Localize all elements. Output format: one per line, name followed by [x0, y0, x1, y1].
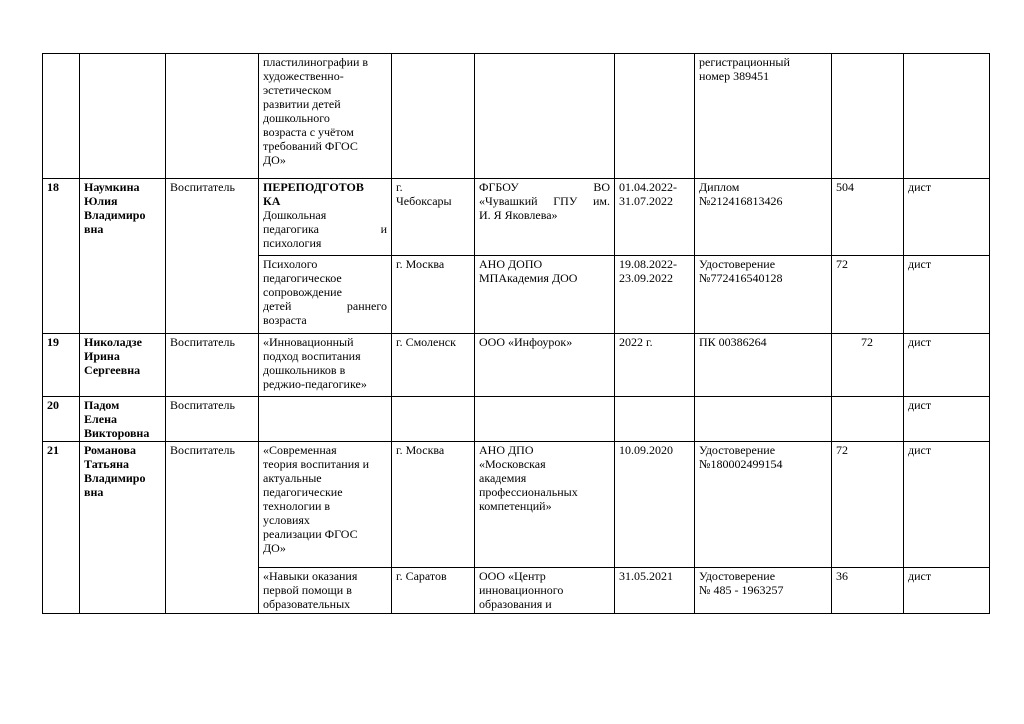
document-line: №212416813426 [699, 194, 783, 208]
course-line: образовательных [263, 597, 351, 611]
name-line: Владимиро [84, 208, 146, 222]
name-cell [80, 54, 166, 179]
organization-line: И. Я Яковлева» [479, 208, 558, 222]
organization-line: АНО ДПО [479, 443, 534, 457]
course-cell [259, 54, 392, 179]
document-cell [695, 397, 832, 442]
course-line: дошкольников в [263, 363, 346, 377]
course-line: педагогика и [263, 222, 387, 236]
course-line: Психолого [263, 257, 318, 271]
course-line: сопровождение [263, 285, 342, 299]
document-cell [695, 442, 832, 568]
course-cell [259, 442, 392, 568]
city-cell: г. Саратов [392, 568, 475, 614]
course-line: «Инновационный [263, 335, 354, 349]
document-page [42, 53, 990, 614]
name-cell [80, 179, 166, 334]
document-cell: ПК 00386264 [695, 334, 832, 397]
table-row [43, 334, 990, 397]
name-line: Сергеевна [84, 363, 141, 377]
course-line: реджио-педагогике» [263, 377, 367, 391]
form-cell: дист [904, 442, 990, 568]
course-line: условиях [263, 513, 310, 527]
city-cell: г. Москва [392, 442, 475, 568]
hours-cell: 72 [832, 442, 904, 568]
city-line: Чебоксары [396, 194, 452, 208]
organization-cell [475, 397, 615, 442]
course-line: пластилинографии в [263, 55, 369, 69]
hours-cell: 72 [832, 256, 904, 334]
table-row [43, 397, 990, 442]
table-row [43, 54, 990, 179]
position-cell [166, 54, 259, 179]
organization-cell [475, 256, 615, 334]
organization-cell [475, 568, 615, 614]
form-cell: дист [904, 179, 990, 256]
organization-cell [475, 179, 615, 256]
name-line: Падом [84, 398, 120, 412]
document-cell [695, 179, 832, 256]
organization-line: академия [479, 471, 527, 485]
course-line: возраста [263, 313, 307, 327]
dates-line: 31.07.2022 [619, 194, 673, 208]
course-cell [259, 568, 392, 614]
document-line: Диплом [699, 180, 740, 194]
number-cell: 19 [43, 334, 80, 397]
form-cell [904, 54, 990, 179]
name-line: Наумкина [84, 180, 140, 194]
name-cell [80, 442, 166, 614]
document-line: номер 389451 [699, 69, 770, 83]
name-line: Елена [84, 412, 117, 426]
organization-line: АНО ДОПО [479, 257, 543, 271]
course-cell [259, 397, 392, 442]
number-cell: 18 [43, 179, 80, 334]
course-cell [259, 179, 392, 256]
name-line: вна [84, 222, 104, 236]
form-cell: дист [904, 334, 990, 397]
city-cell [392, 54, 475, 179]
table-row [43, 442, 990, 568]
dates-line: 19.08.2022- [619, 257, 677, 271]
hours-cell [832, 397, 904, 442]
name-line: Владимиро [84, 471, 146, 485]
city-line: г. [396, 180, 403, 194]
course-line: технологии в [263, 499, 331, 513]
course-line: реализации ФГОС [263, 527, 358, 541]
course-line: «Современная [263, 443, 337, 457]
number-cell: 21 [43, 442, 80, 614]
course-line: ДО» [263, 153, 286, 167]
city-cell: г. Москва [392, 256, 475, 334]
form-cell: дист [904, 397, 990, 442]
organization-line: инновационного [479, 583, 564, 597]
position-cell: Воспитатель [166, 179, 259, 334]
course-line: дошкольного [263, 111, 330, 125]
form-cell: дист [904, 568, 990, 614]
name-line: вна [84, 485, 104, 499]
name-line: Татьяна [84, 457, 130, 471]
table-row [43, 179, 990, 256]
name-line: Романова [84, 443, 136, 457]
city-cell [392, 179, 475, 256]
document-line: Удостоверение [699, 569, 776, 583]
dates-cell: 10.09.2020 [615, 442, 695, 568]
organization-line: «Чувашкий ГПУ им. [479, 194, 610, 208]
dates-cell [615, 54, 695, 179]
organization-cell: ООО «Инфоурок» [475, 334, 615, 397]
course-line: Дошкольная [263, 208, 327, 222]
organization-line: профессиональных [479, 485, 578, 499]
dates-cell: 31.05.2021 [615, 568, 695, 614]
position-cell: Воспитатель [166, 334, 259, 397]
dates-cell: 2022 г. [615, 334, 695, 397]
staff-training-table [42, 53, 990, 614]
name-cell [80, 334, 166, 397]
city-cell [392, 397, 475, 442]
dates-line: 01.04.2022- [619, 180, 677, 194]
organization-line: МПАкадемия ДОО [479, 271, 578, 285]
hours-cell: 36 [832, 568, 904, 614]
document-line: №772416540128 [699, 271, 783, 285]
course-line: подход воспитания [263, 349, 361, 363]
course-title-line: ПЕРЕПОДГОТОВ [263, 180, 364, 194]
course-line: «Навыки оказания [263, 569, 358, 583]
course-line: первой помощи в [263, 583, 352, 597]
document-cell [695, 54, 832, 179]
name-cell [80, 397, 166, 442]
course-line: педагогическое [263, 271, 342, 285]
course-line: детей раннего [263, 299, 387, 313]
organization-line: образования и [479, 597, 552, 611]
city-cell: г. Смоленск [392, 334, 475, 397]
document-cell [695, 256, 832, 334]
dates-cell [615, 256, 695, 334]
organization-cell [475, 442, 615, 568]
name-line: Викторовна [84, 426, 150, 440]
course-line: актуальные [263, 471, 322, 485]
position-cell: Воспитатель [166, 397, 259, 442]
name-line: Юлия [84, 194, 118, 208]
document-line: №180002499154 [699, 457, 783, 471]
hours-cell [832, 54, 904, 179]
course-cell [259, 256, 392, 334]
course-line: возраста с учётом [263, 125, 354, 139]
form-cell: дист [904, 256, 990, 334]
organization-line: «Московская [479, 457, 546, 471]
dates-line: 23.09.2022 [619, 271, 673, 285]
organization-cell [475, 54, 615, 179]
name-line: Ирина [84, 349, 120, 363]
course-line: развитии детей [263, 97, 341, 111]
course-title-line: КА [263, 194, 281, 208]
document-line: Удостоверение [699, 443, 776, 457]
document-line: № 485 - 1963257 [699, 583, 784, 597]
document-line: регистрационный [699, 55, 790, 69]
course-line: психология [263, 236, 322, 250]
hours-cell: 504 [832, 179, 904, 256]
document-cell [695, 568, 832, 614]
dates-cell [615, 397, 695, 442]
course-line: требований ФГОС [263, 139, 358, 153]
course-cell [259, 334, 392, 397]
number-cell: 20 [43, 397, 80, 442]
course-line: художественно- [263, 69, 344, 83]
hours-cell: 72 [832, 334, 904, 397]
organization-line: ООО «Центр [479, 569, 546, 583]
course-line: педагогические [263, 485, 343, 499]
course-line: эстетическом [263, 83, 332, 97]
number-cell [43, 54, 80, 179]
name-line: Николадзе [84, 335, 142, 349]
document-line: Удостоверение [699, 257, 776, 271]
course-line: ДО» [263, 541, 286, 555]
organization-line: ФГБОУ ВО [479, 180, 610, 194]
dates-cell [615, 179, 695, 256]
course-line: теория воспитания и [263, 457, 370, 471]
organization-line: компетенций» [479, 499, 552, 513]
position-cell: Воспитатель [166, 442, 259, 614]
